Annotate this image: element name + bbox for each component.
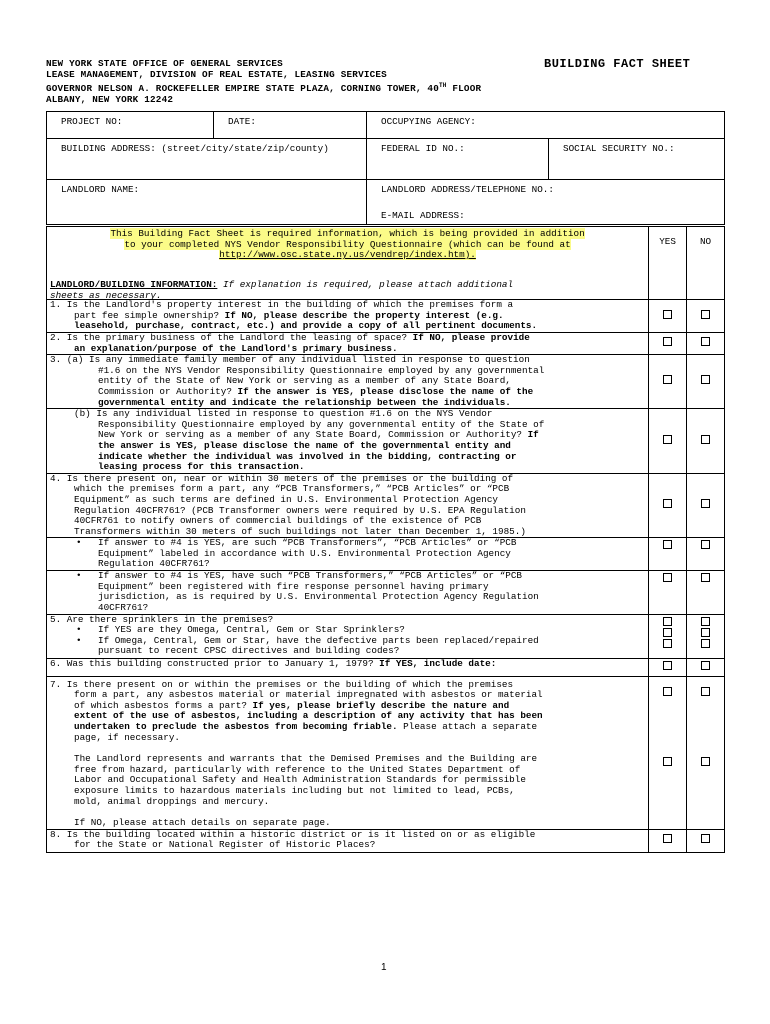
question-row-5: 5. Are there sprinklers in the premises? • If YES are they Omega, Central, Gem or Star Sprinklers? • If Omega, Central, Gem or Star, have the defective parts been replaced/repaired pursuant to recent CPSC directives and building codes? bbox=[47, 614, 725, 658]
q6-yes-checkbox[interactable] bbox=[649, 658, 687, 676]
project-no-field[interactable]: PROJECT NO: bbox=[47, 112, 214, 139]
q4b2-yes-checkbox[interactable] bbox=[649, 571, 687, 614]
q8-yes-checkbox[interactable] bbox=[649, 829, 687, 852]
ssn-field[interactable]: SOCIAL SECURITY NO.: bbox=[549, 139, 725, 180]
checkbox-icon bbox=[663, 337, 672, 346]
checkbox-icon bbox=[701, 617, 710, 626]
q5-no-checkboxes[interactable] bbox=[687, 614, 725, 658]
q7-yes-checkboxes[interactable] bbox=[649, 676, 687, 829]
bullet-icon: • bbox=[76, 537, 82, 549]
question-row-3b: (b) Is any individual listed in response to question #1.6 on the NYS Vendor Responsibility Questionnaire employed by any governmental entity of the State of New York or serving as a member of any State Board, Commission or Authority? If the answer is YES, please disclose the name of the governmental entity and indicate whether the individual was involved in the bidding, contracting or leasing process for this transaction. bbox=[47, 409, 725, 474]
checkbox-icon bbox=[701, 757, 710, 766]
checkbox-icon bbox=[663, 540, 672, 549]
vendrep-link[interactable]: http://www.osc.state.ny.us/vendrep/index.htm). bbox=[219, 249, 476, 261]
checkbox-icon bbox=[701, 540, 710, 549]
question-row-7: 7. Is there present on or within the premises or the building of which the premises form a part, any asbestos material or material impregnated with asbestos or material of which asbestos forms a part? If yes, please briefly describe the nature and extent of the use of asbestos, including a description of any activity that has been undertaken to preclude the asbestos from becoming friable. Please attach a separate page, if necessary. The Landlord represents and warrants that the Demised Premises and the Building are free from hazard, particularly with reference to the United States Department of Labor and Occupational Safety and Health Administration Standards for permissible exposure limits to hazardous materials including but not limited to lead, PCBs, mold, animal droppings and mercury. If NO, please attach details on separate page. bbox=[47, 676, 725, 829]
question-row-4-bullet-1: • If answer to #4 is YES, are such “PCB Transformers”, “PCB Articles” or “PCB Equipment” labeled in accordance with U.S. Environmental Protection Agency Regulation 40CFR761? bbox=[47, 538, 725, 571]
checkbox-icon bbox=[663, 687, 672, 696]
question-row-6: 6. Was this building constructed prior to January 1, 1979? If YES, include date: bbox=[47, 658, 725, 676]
q3a-no-checkbox[interactable] bbox=[687, 355, 725, 409]
q3b-no-checkbox[interactable] bbox=[687, 409, 725, 474]
checkbox-icon bbox=[701, 499, 710, 508]
q6-no-checkbox[interactable] bbox=[687, 658, 725, 676]
header-line-3: GOVERNOR NELSON A. ROCKEFELLER EMPIRE STATE PLAZA, CORNING TOWER, 40TH FLOOR bbox=[46, 82, 482, 95]
checkbox-icon bbox=[663, 617, 672, 626]
q4-no-checkbox[interactable] bbox=[687, 473, 725, 538]
q8-no-checkbox[interactable] bbox=[687, 829, 725, 852]
bullet-icon: • bbox=[76, 624, 82, 636]
question-row-8: 8. Is the building located within a historic district or is it listed on or as eligible for the State or National Register of Historic Places? bbox=[47, 829, 725, 852]
section-heading: LANDLORD/BUILDING INFORMATION: If explanation is required, please attach additional sheets as necessary. bbox=[50, 279, 514, 301]
checkbox-icon bbox=[663, 834, 672, 843]
q4b2-no-checkbox[interactable] bbox=[687, 571, 725, 614]
checkbox-icon bbox=[663, 628, 672, 637]
header-line-1: NEW YORK STATE OFFICE OF GENERAL SERVICES bbox=[46, 58, 283, 69]
occupying-agency-field[interactable]: OCCUPYING AGENCY: bbox=[367, 112, 725, 139]
checkbox-icon bbox=[663, 573, 672, 582]
checkbox-icon bbox=[701, 310, 710, 319]
intro-cell bbox=[47, 227, 649, 300]
no-column-header: NO bbox=[687, 227, 725, 300]
q2-no-checkbox[interactable] bbox=[687, 333, 725, 355]
checkbox-icon bbox=[663, 499, 672, 508]
checkbox-icon bbox=[663, 661, 672, 670]
checkbox-icon bbox=[701, 628, 710, 637]
checkbox-icon bbox=[663, 435, 672, 444]
header-line-4: ALBANY, NEW YORK 12242 bbox=[46, 94, 174, 106]
q1-yes-checkbox[interactable] bbox=[649, 300, 687, 333]
bullet-icon: • bbox=[76, 634, 82, 646]
intro-notice: This Building Fact Sheet is required information, which is being provided in addition to your completed NYS Vendor Responsibility Questionnaire (which can be found at http://www.osc.state.ny.us/vendrep/index.htm). bbox=[110, 228, 585, 261]
q4b1-yes-checkbox[interactable] bbox=[649, 538, 687, 571]
question-row-2: 2. Is the primary business of the Landlord the leasing of space? If NO, please provide an explanation/purpose of the Landlord's primary business. bbox=[47, 333, 725, 355]
question-row-1: 1. Is the Landlord's property interest in the building of which the premises form a part fee simple ownership? If NO, please describe the property interest (e.g. leasehold, purchase, contract, etc.) and provide a copy of all pertinent documents. bbox=[47, 300, 725, 333]
q3a-yes-checkbox[interactable] bbox=[649, 355, 687, 409]
landlord-address-field[interactable]: LANDLORD ADDRESS/TELEPHONE NO.: E-MAIL ADDRESS: bbox=[367, 180, 725, 225]
question-row-4-bullet-2: • If answer to #4 is YES, have such “PCB Transformers,” “PCB Articles” or “PCB Equipment” been registered with fire response personnel having primary jurisdiction, as is required by U.S. Environmental Protection Agency Regulation 40CFR761? bbox=[47, 571, 725, 614]
q3b-yes-checkbox[interactable] bbox=[649, 409, 687, 474]
questions-table bbox=[46, 226, 725, 853]
page-number: 1 bbox=[381, 962, 387, 973]
federal-id-field[interactable]: FEDERAL ID NO.: bbox=[367, 139, 549, 180]
building-address-field[interactable]: BUILDING ADDRESS: (street/city/state/zip/county) bbox=[47, 139, 367, 180]
q4-yes-checkbox[interactable] bbox=[649, 473, 687, 538]
bullet-icon: • bbox=[76, 570, 82, 582]
question-row-4: 4. Is there present on, near or within 30 meters of the premises or the building of which the premises form a part, any “PCB Transformers,” “PCB Articles” or “PCB Equipment” as such terms are defined in U.S. Environmental Protection Agency Regulation 40CFR761? (PCB Transformer owners were required by U.S. EPA Regulation 40CFR761 to notify owners of commercial buildings of the existence of PCB Transformers within 30 meters of such buildings not later than December 1, 1985.) bbox=[47, 473, 725, 538]
checkbox-icon bbox=[701, 834, 710, 843]
agency-header bbox=[46, 58, 481, 105]
yes-column-header: YES bbox=[649, 227, 687, 300]
q5-yes-checkboxes[interactable] bbox=[649, 614, 687, 658]
checkbox-icon bbox=[701, 573, 710, 582]
q7-no-checkboxes[interactable] bbox=[687, 676, 725, 829]
checkbox-icon bbox=[701, 435, 710, 444]
email-field[interactable]: E-MAIL ADDRESS: bbox=[381, 210, 465, 221]
page-title: BUILDING FACT SHEET bbox=[544, 57, 691, 71]
question-row-3a: 3. (a) Is any immediate family member of any individual listed in response to question #1.6 on the NYS Vendor Responsibility Questionnaire employed by any governmental entity of the State of New York or serving as a member of any State Board, Commission or Authority? If the answer is YES, please disclose the name of the governmental entity and indicate the relationship between the individuals. bbox=[47, 355, 725, 409]
landlord-name-field[interactable]: LANDLORD NAME: bbox=[47, 180, 367, 225]
checkbox-icon bbox=[701, 375, 710, 384]
header-line-2: LEASE MANAGEMENT, DIVISION OF REAL ESTATE, LEASING SERVICES bbox=[46, 69, 387, 80]
checkbox-icon bbox=[663, 310, 672, 319]
checkbox-icon bbox=[701, 639, 710, 648]
checkbox-icon bbox=[663, 375, 672, 384]
checkbox-icon bbox=[663, 757, 672, 766]
date-field[interactable]: DATE: bbox=[214, 112, 367, 139]
checkbox-icon bbox=[701, 687, 710, 696]
q4b1-no-checkbox[interactable] bbox=[687, 538, 725, 571]
checkbox-icon bbox=[701, 661, 710, 670]
q2-yes-checkbox[interactable] bbox=[649, 333, 687, 355]
q1-no-checkbox[interactable] bbox=[687, 300, 725, 333]
info-table bbox=[46, 111, 725, 225]
checkbox-icon bbox=[663, 639, 672, 648]
checkbox-icon bbox=[701, 337, 710, 346]
